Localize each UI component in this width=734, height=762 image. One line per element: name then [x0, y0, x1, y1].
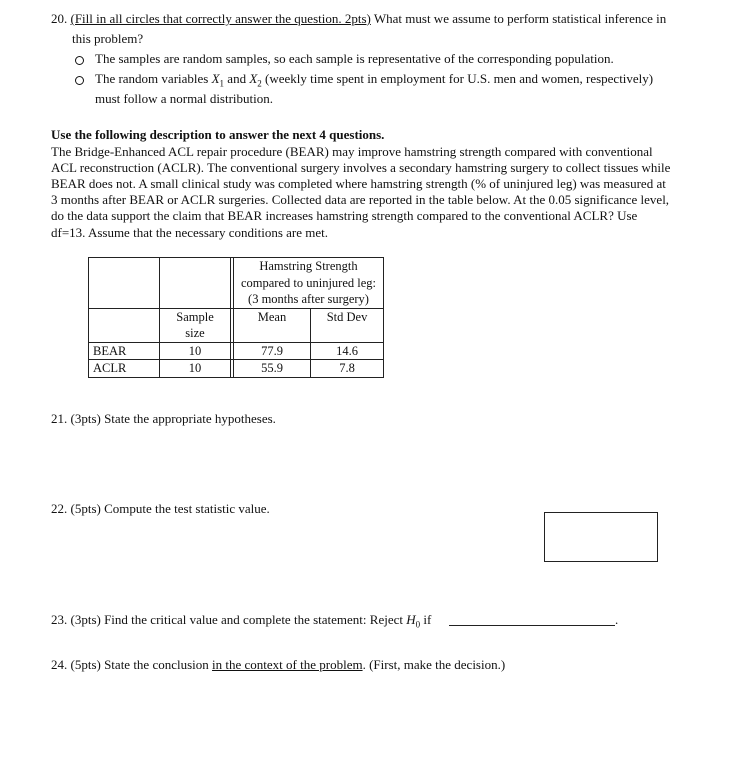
- row-label: ACLR: [89, 360, 160, 378]
- q23-if: if: [420, 612, 432, 627]
- header-line: size: [185, 326, 205, 340]
- q23-period: .: [615, 612, 619, 627]
- row-mean: 55.9: [234, 360, 311, 378]
- sd-header: Std Dev: [311, 308, 384, 342]
- q20-option1: The samples are random samples, so each sample is representative of the corresponding population.: [95, 51, 614, 66]
- q20-option2-line2: must follow a normal distribution.: [95, 91, 274, 106]
- table-header-row: [89, 258, 384, 309]
- var-x1-sub: 1: [219, 78, 225, 89]
- mean-header: Mean: [234, 308, 311, 342]
- table-subheader-row: [89, 308, 384, 342]
- q22-text: 22. (5pts) Compute the test statistic value.: [51, 501, 270, 516]
- q20-number: 20.: [51, 11, 68, 26]
- row-label: BEAR: [89, 342, 160, 360]
- description-line: df=13. Assume that the necessary conditions are met.: [51, 225, 329, 240]
- var-x1: X: [211, 71, 220, 86]
- option1-circle[interactable]: [75, 56, 84, 65]
- option2-circle[interactable]: [75, 76, 84, 85]
- option2-and: and: [224, 71, 250, 86]
- table-row: [89, 360, 384, 378]
- header-line: (3 months after surgery): [248, 292, 369, 306]
- q24-text: [51, 657, 505, 673]
- q20-question-line1: What must we assume to perform statistical inference in: [373, 11, 667, 26]
- q23-prefix: 23. (3pts) Find the critical value and complete the statement: Reject: [51, 612, 407, 627]
- q20-question-line2: this problem?: [72, 31, 144, 46]
- data-table: [88, 257, 384, 378]
- row-n: 10: [160, 360, 231, 378]
- table-row: [89, 342, 384, 360]
- q24-underlined: in the context of the problem: [212, 657, 363, 672]
- description-line: BEAR does not. A small clinical study was completed where hamstring strength (% of uninjured leg) was measured at: [51, 176, 666, 191]
- description-line: ACL reconstruction (ACLR). The conventional surgery involves a secondary hamstring surgery to collect tissues while: [51, 160, 671, 175]
- q20-line1: [51, 11, 666, 27]
- description-line: The Bridge-Enhanced ACL repair procedure (BEAR) may improve hamstring strength compared with conventional: [51, 144, 653, 159]
- h0-sub: 0: [415, 619, 421, 630]
- q22-answer-box[interactable]: [544, 512, 658, 562]
- var-x2: X: [249, 71, 258, 86]
- table-cell-empty: [160, 258, 231, 309]
- table-header-title: [234, 258, 384, 309]
- q20-instruction: (Fill in all circles that correctly answer the question. 2pts): [70, 11, 371, 26]
- row-mean: 77.9: [234, 342, 311, 360]
- table-cell-empty: [89, 308, 160, 342]
- row-sd: 14.6: [311, 342, 384, 360]
- header-line: compared to uninjured leg:: [240, 275, 377, 290]
- q24-prefix: 24. (5pts) State the conclusion: [51, 657, 213, 672]
- q20-option2-line1: [95, 71, 653, 89]
- row-n: 10: [160, 342, 231, 360]
- q24-suffix: . (First, make the decision.): [362, 657, 506, 672]
- description-line: 3 months after BEAR or ACLR surgeries. Collected data are reported in the table below. At the 0.05 significance level,: [51, 192, 670, 207]
- row-sd: 7.8: [311, 360, 384, 378]
- description-heading: Use the following description to answer the next 4 questions.: [51, 127, 385, 142]
- header-line: Hamstring Strength: [259, 259, 358, 273]
- description-line: do the data support the claim that BEAR increases hamstring strength compared to the conventional ACLR? Use: [51, 208, 638, 223]
- table-cell-empty: [89, 258, 160, 309]
- var-x2-sub: 2: [257, 78, 262, 89]
- q21-text: 21. (3pts) State the appropriate hypotheses.: [51, 411, 276, 426]
- option2-text-a: The random variables: [95, 71, 212, 86]
- q23-text: [51, 612, 431, 630]
- header-line: Sample: [176, 309, 214, 324]
- option2-text-b: (weekly time spent in employment for U.S. men and women, respectively): [261, 71, 654, 86]
- q23-answer-blank[interactable]: [449, 625, 615, 626]
- sample-size-header: [160, 308, 231, 342]
- h0-symbol: H: [406, 612, 416, 627]
